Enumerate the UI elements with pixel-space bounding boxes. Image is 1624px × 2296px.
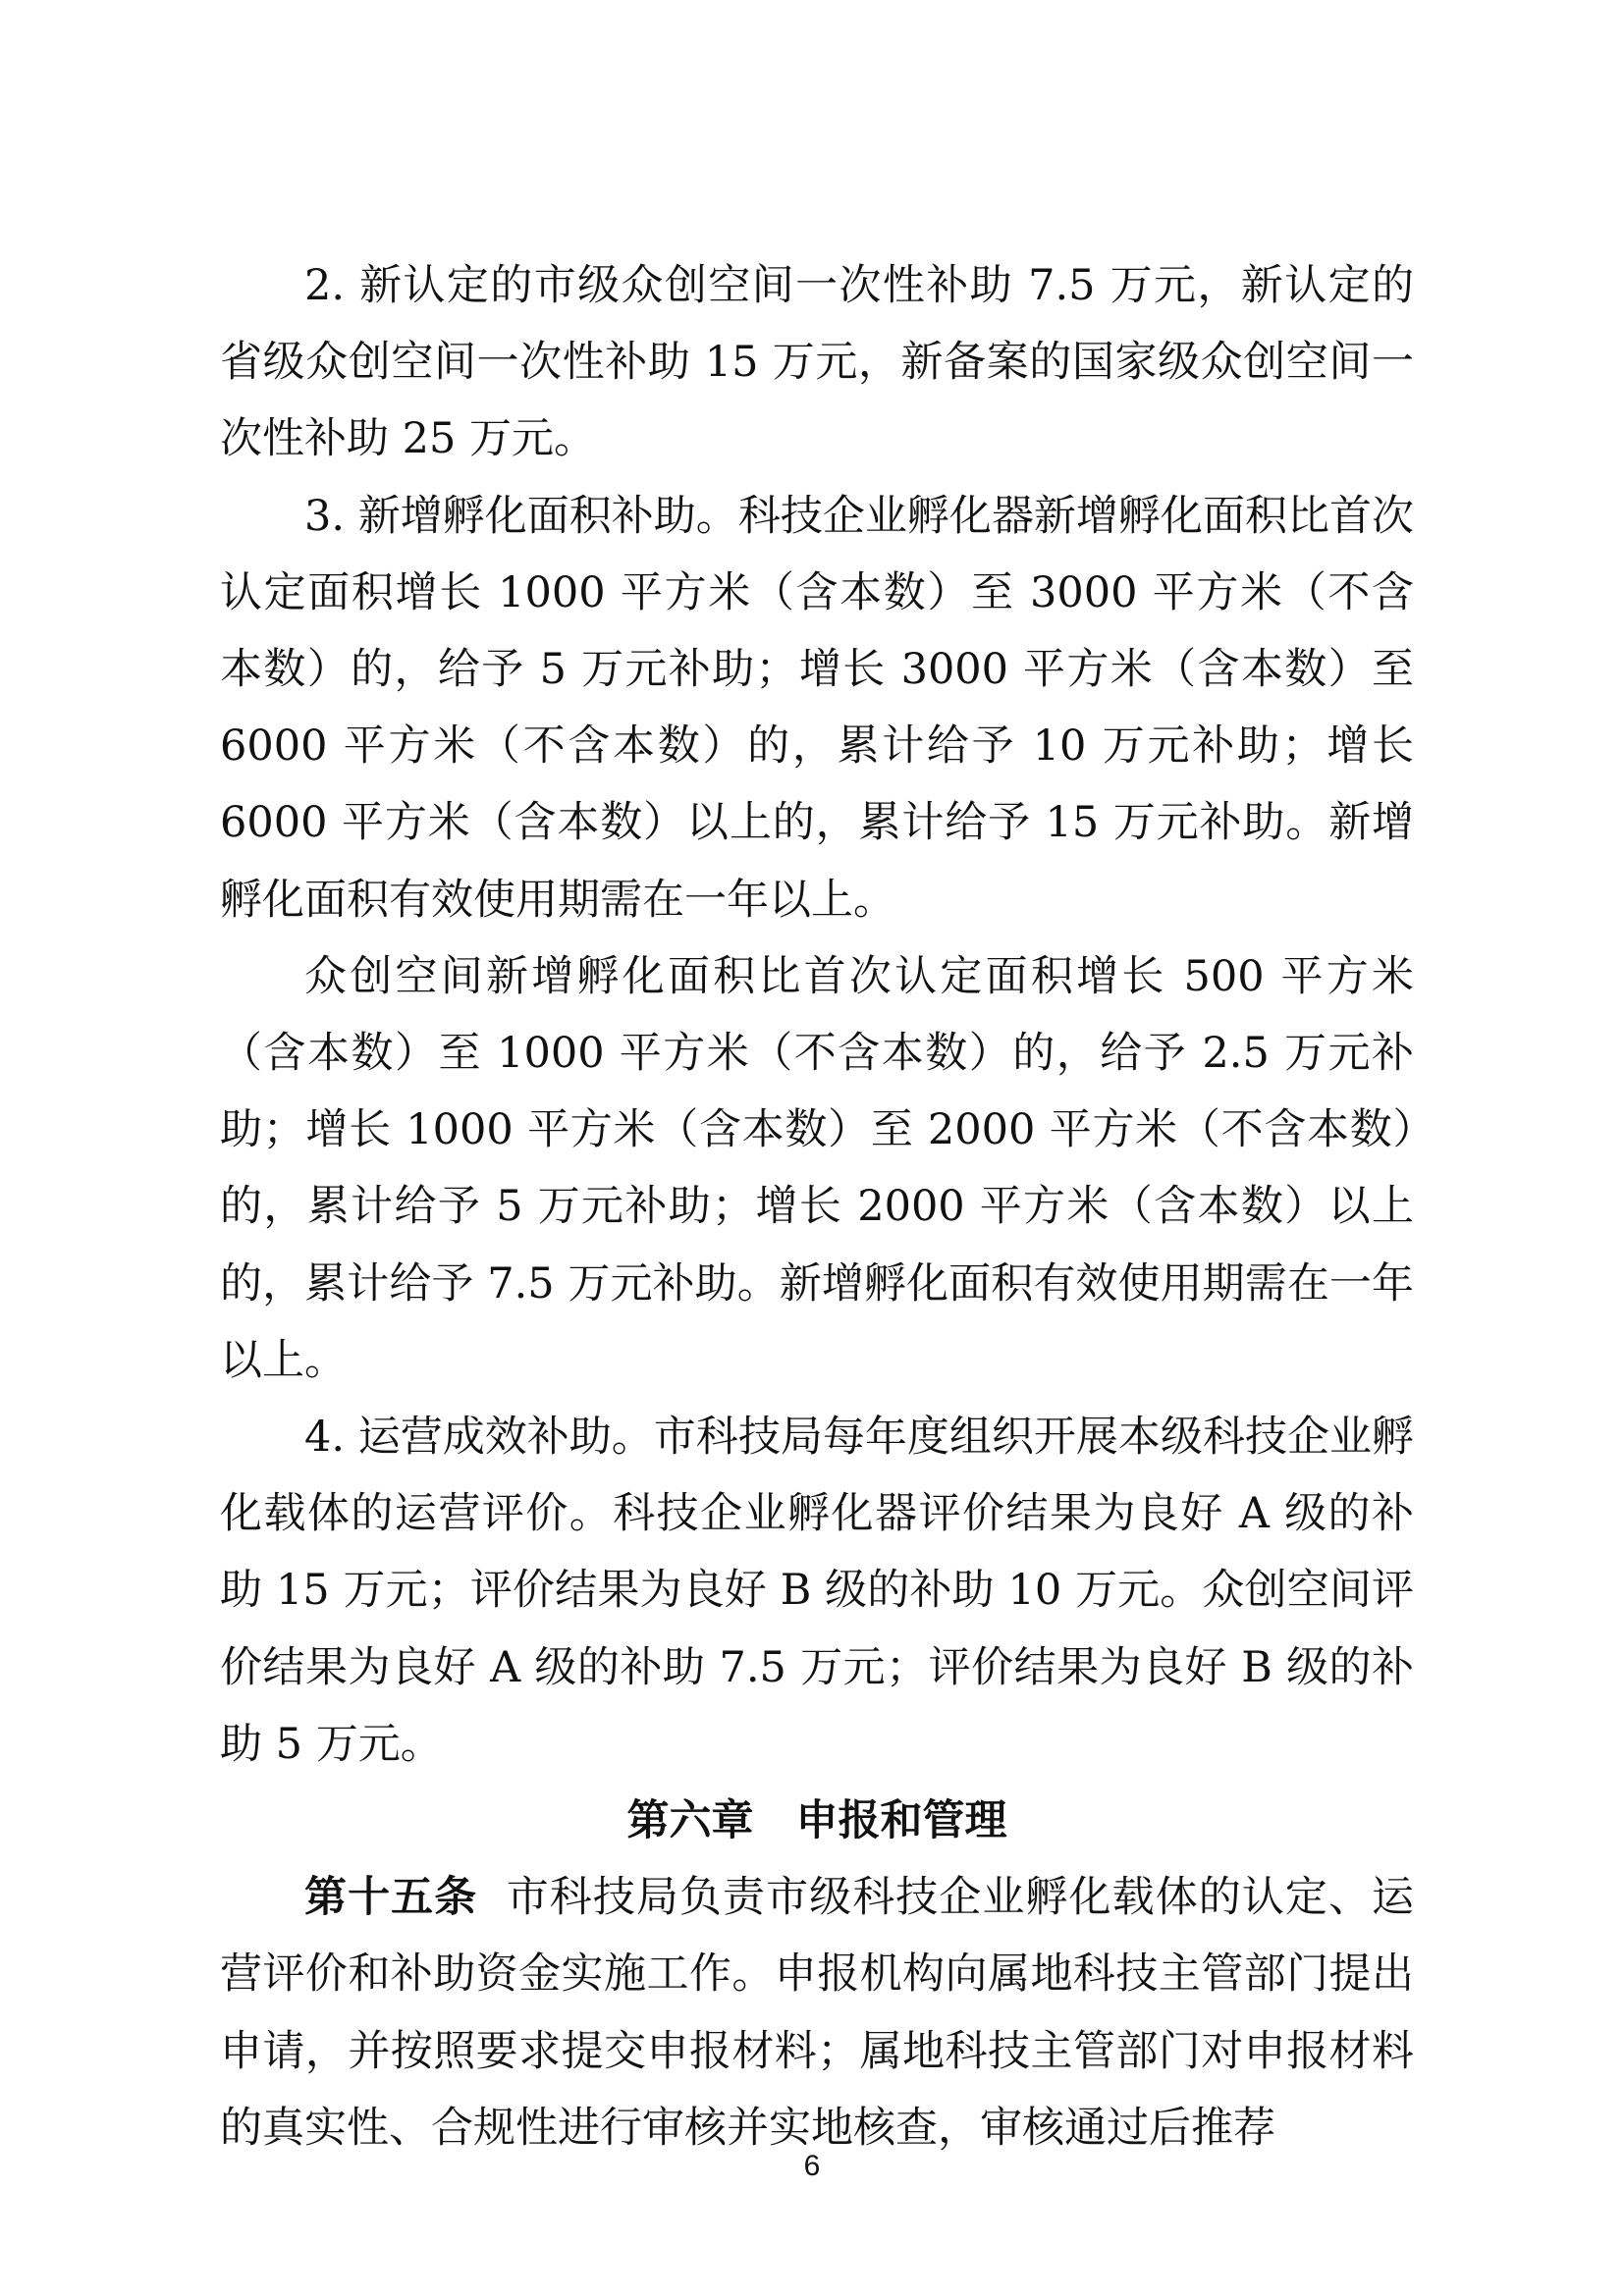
paragraph-maker-space-area: 众创空间新增孵化面积比首次认定面积增长 500 平方米（含本数）至 1000 平方米（不含本数）的，给予 2.5 万元补助；增长 1000 平方米（含本数）至 2000 平方米（不含本数）的，累计给予 5 万元补助；增长 2000 平方米（含本数）以上的，累计给予 7.5 万元补助。新增孵化面积有效使用期需在一年以上。 — [220, 951, 1414, 1385]
article-fifteen — [220, 1859, 1414, 2166]
document-body — [220, 247, 1414, 2166]
article-lead: 第十五条 — [304, 1873, 478, 1923]
paragraph-item-3-incubation-area: 3. 新增孵化面积补助。科技企业孵化器新增孵化面积比首次认定面积增长 1000 平方米（含本数）至 3000 平方米（不含本数）的，给予 5 万元补助；增长 3000 平方米（含本数）至 6000 平方米（不含本数）的，累计给予 10 万元补助；增长 6000 平方米（含本数）以上的，累计给予 15 万元补助。新增孵化面积有效使用期需在一年以上。 — [220, 491, 1414, 925]
article-text: 市科技局负责市级科技企业孵化载体的认定、运营评价和补助资金实施工作。申报机构向属地科技主管部门提出申请，并按照要求提交申报材料；属地科技主管部门对申报材料的真实性、合规性进行审核并实地核查，审核通过后推荐 — [220, 1873, 1415, 2153]
article-spacer — [477, 1873, 506, 1922]
chapter-heading: 第六章 申报和管理 — [626, 1796, 1007, 1846]
page-number: 6 — [803, 2150, 821, 2182]
paragraph-item-4-operation: 4. 运营成效补助。市科技局每年度组织开展本级科技企业孵化载体的运营评价。科技企业孵化器评价结果为良好 A 级的补助 15 万元；评价结果为良好 B 级的补助 10 万元。众创空间评价结果为良好 A 级的补助 7.5 万元；评价结果为良好 B 级的补助 5 万元。 — [220, 1413, 1414, 1769]
paragraph-item-2: 2. 新认定的市级众创空间一次性补助 7.5 万元，新认定的省级众创空间一次性补助 15 万元，新备案的国家级众创空间一次性补助 25 万元。 — [220, 261, 1414, 464]
